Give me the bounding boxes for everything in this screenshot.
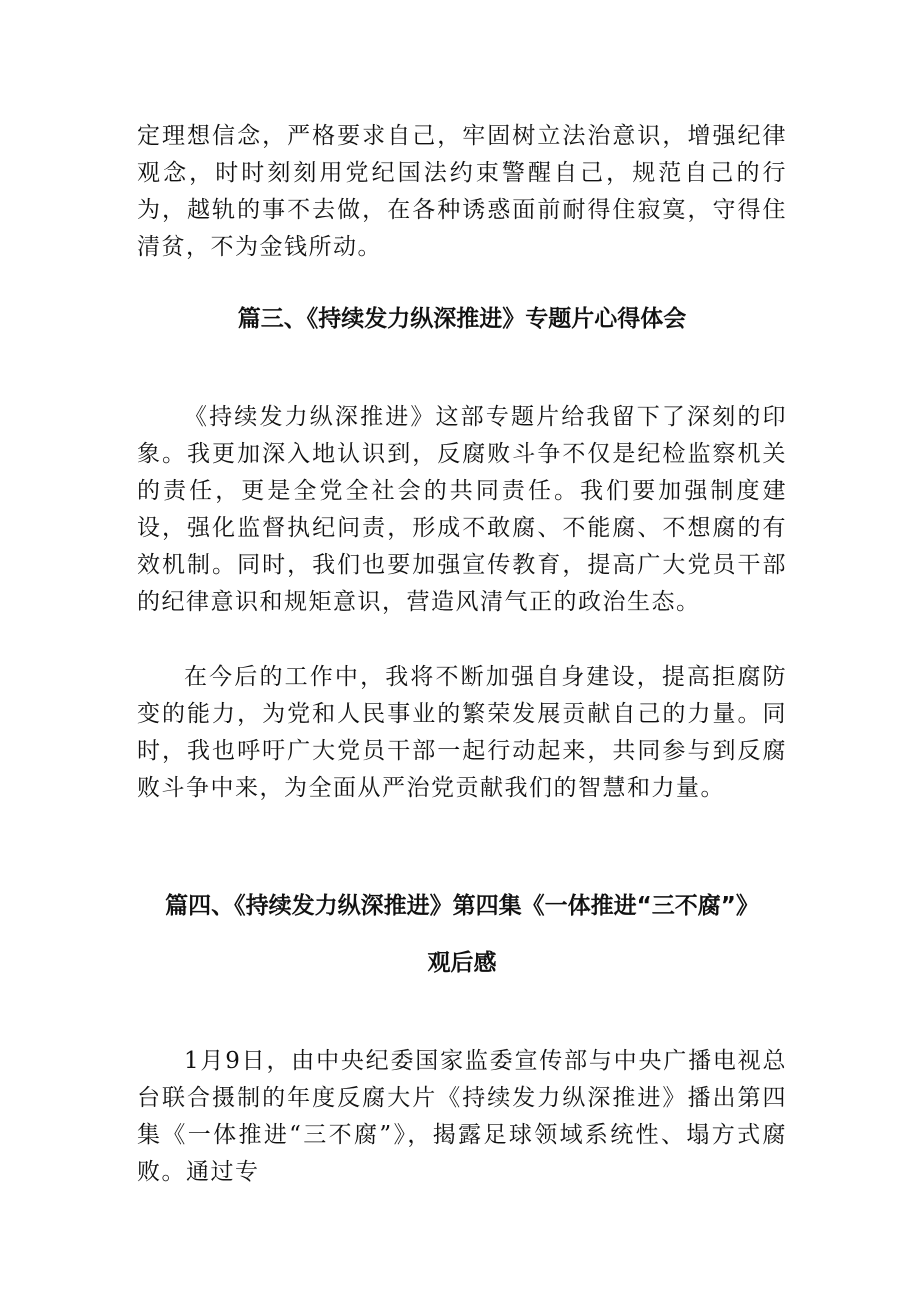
section-four-subtitle-block [137, 947, 787, 979]
body-paragraph: 1月9日，由中央纪委国家监委宣传部与中央广播电视总台联合摄制的年度反腐大片《持续发力纵深推进》播出第四集《一体推进“三不腐”》，揭露足球领域系统性、塌方式腐败。通过专 [137, 1048, 787, 1185]
body-paragraph: 定理想信念，严格要求自己，牢固树立法治意识，增强纪律观念，时时刻刻用党纪国法约束警醒自己，规范自己的行为，越轨的事不去做，在各种诱惑面前耐得住寂寞，守得住清贫，不为金钱所动。 [137, 123, 787, 260]
section-three-heading-block [137, 303, 787, 335]
section-four-paragraph-1 [137, 1043, 787, 1191]
section-three-paragraph-2 [137, 659, 787, 807]
body-paragraph: 《持续发力纵深推进》这部专题片给我留下了深刻的印象。我更加深入地认识到，反腐败斗争不仅是纪检监察机关的责任，更是全党全社会的共同责任。我们要加强制度建设，强化监督执纪问责，形成不敢腐、不能腐、不想腐的有效机制。同时，我们也要加强宣传教育，提高广大党员干部的纪律意识和规矩意识，营造风清气正的政治生态。 [137, 404, 787, 615]
section-four-title-continuation: 观后感 [427, 950, 497, 976]
body-paragraph: 在今后的工作中，我将不断加强自身建设，提高拒腐防变的能力，为党和人民事业的繁荣发展贡献自己的力量。同时，我也呼吁广大党员干部一起行动起来，共同参与到反腐败斗争中来，为全面从严治党贡献我们的智慧和力量。 [137, 664, 787, 801]
continued-paragraph [137, 118, 787, 266]
section-three-paragraph-1 [137, 399, 787, 621]
section-three-title: 篇三、《持续发力纵深推进》专题片心得体会 [237, 306, 687, 332]
section-four-title: 篇四、《持续发力纵深推进》第四集《一体推进“三不腐”》 [165, 893, 759, 919]
section-four-heading-block [137, 890, 787, 922]
